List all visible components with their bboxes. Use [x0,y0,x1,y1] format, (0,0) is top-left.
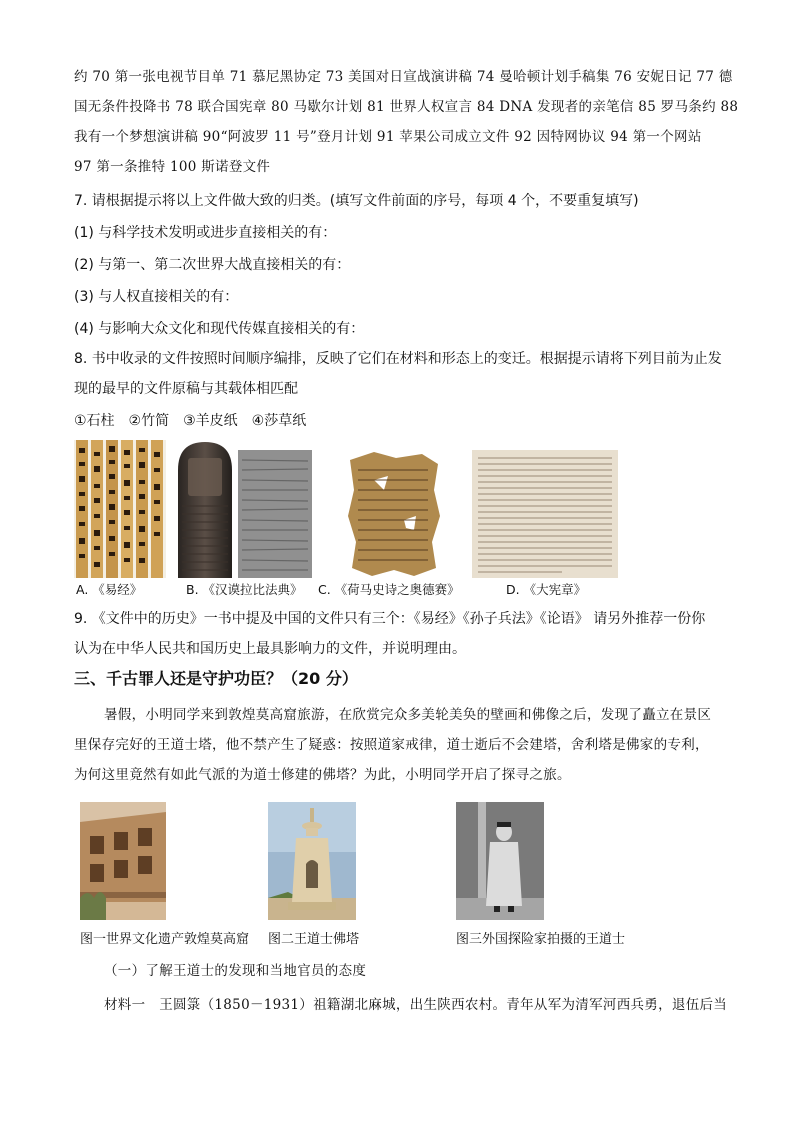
q7-item-4: (4) 与影响大众文化和现代传媒直接相关的有： [74,321,365,337]
bamboo-slips-image [74,440,166,578]
doc-list-line-4: 97 第一条推特 100 斯诺登文件 [74,159,271,175]
q9-line-2: 认为在中华人民共和国历史上最具影响力的文件，并说明理由。 [74,641,466,657]
wang-pagoda-photo [268,802,356,920]
q8-line-1: 8. 书中收录的文件按照时间顺序编排，反映了它们在材料和形态上的变迁。根据提示请将下列目前为止发 [74,351,722,367]
fig2-caption: 图二王道士佛塔 [268,932,360,947]
section-3-heading: 三、千古罪人还是守护功臣？（20 分） [74,669,358,688]
caption-c: C. 《荷马史诗之奥德赛》 [318,582,460,597]
inscription-rubbing-image [238,450,312,578]
section-3-intro-line-1: 暑假，小明同学来到敦煌莫高窟旅游，在欣赏完众多美轮美奂的壁画和佛像之后，发现了矗立在景区 [104,707,712,723]
q7-item-3: (3) 与人权直接相关的有： [74,289,239,305]
q8-options: ①石柱 ②竹简 ③羊皮纸 ④莎草纸 [74,413,307,429]
doc-list-line-1: 约 70 第一张电视节目单 71 慕尼黑协定 73 美国对日宣战演讲稿 74 曼哈顿计划手稿集 76 安妮日记 77 德 [74,69,733,85]
caption-a: A. 《易经》 [76,582,143,597]
section-3-intro-line-2: 里保存完好的王道士塔，他不禁产生了疑惑：按照道家戒律，道士逝后不会建塔，舍利塔是佛家的专利， [74,737,709,753]
subsection-1-title: （一）了解王道士的发现和当地官员的态度 [104,963,367,979]
q9-line-1: 9. 《文件中的历史》一书中提及中国的文件只有三个：《易经》《孙子兵法》《论语》 请另外推荐一份你 [74,611,706,627]
material-1-text: 材料一 王圆箓（1850－1931）祖籍湖北麻城，出生陕西农村。青年从军为清军河西兵勇，退伍后当 [104,997,728,1013]
papyrus-image [344,450,442,578]
fig1-caption: 图一世界文化遗产敦煌莫高窟 [80,932,250,947]
parchment-image [472,450,618,578]
q7-item-1: (1) 与科学技术发明或进步直接相关的有： [74,225,337,241]
q7-item-2: (2) 与第一、第二次世界大战直接相关的有： [74,257,351,273]
doc-list-line-3: 我有一个梦想演讲稿 90“阿波罗 11 号”登月计划 91 苹果公司成立文件 92 因特网协议 94 第一个网站 [74,129,702,145]
caption-d: D. 《大宪章》 [506,582,587,597]
wang-portrait-photo [456,802,544,920]
fig3-caption: 图三外国探险家拍摄的王道士 [456,932,626,947]
q7-prompt: 7. 请根据提示将以上文件做大致的归类。(填写文件前面的序号，每项 4 个，不要重复填写) [74,193,639,209]
stone-stele-image [174,440,236,578]
section-3-intro-line-3: 为何这里竟然有如此气派的为道士修建的佛塔？为此，小明同学开启了探寻之旅。 [74,767,571,783]
doc-list-line-2: 国无条件投降书 78 联合国宪章 80 马歇尔计划 81 世界人权宣言 84 DNA 发现者的亲笔信 85 罗马条约 88 [74,99,739,115]
q8-line-2: 现的最早的文件原稿与其载体相匹配 [74,381,298,397]
mogao-caves-photo [80,802,166,920]
caption-b: B. 《汉谟拉比法典》 [186,582,303,597]
